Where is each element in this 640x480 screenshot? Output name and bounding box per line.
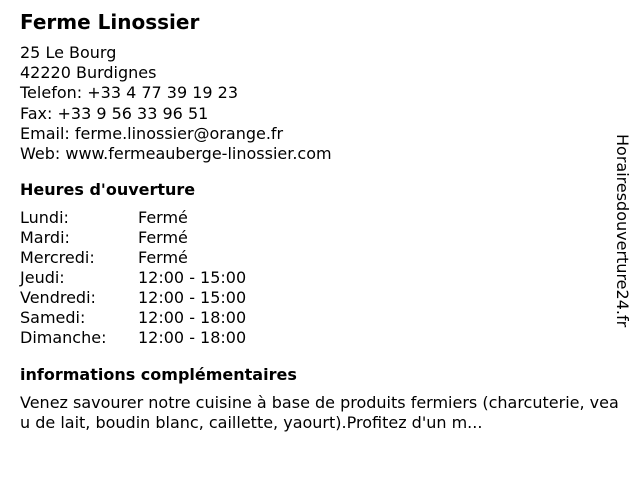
hours-time: 12:00 - 15:00 [138, 288, 247, 308]
hours-time: 12:00 - 18:00 [138, 308, 247, 328]
hours-time: 12:00 - 15:00 [138, 268, 247, 288]
business-name: Ferme Linossier [20, 10, 200, 34]
info-description: Venez savourer notre cuisine à base de produits fermiers (charcuterie, veau de lait, boudin blanc, caillette, yaourt).Profitez d'un m... [20, 393, 619, 433]
hours-time: Fermé [138, 208, 188, 228]
hours-row [20, 228, 620, 248]
hours-row [20, 208, 620, 228]
phone-number[interactable]: Telefon: +33 4 77 39 19 23 [20, 83, 239, 103]
hours-time: 12:00 - 18:00 [138, 328, 247, 348]
info-heading: informations complémentaires [20, 365, 297, 385]
hours-heading: Heures d'ouverture [20, 180, 196, 200]
contact-block [20, 43, 620, 164]
hours-day: Jeudi: [20, 268, 65, 288]
hours-row [20, 268, 620, 288]
hours-day: Dimanche: [20, 328, 107, 348]
hours-day: Mardi: [20, 228, 70, 248]
email-address[interactable]: Email: ferme.linossier@orange.fr [20, 123, 284, 143]
hours-table [20, 208, 620, 348]
hours-day: Samedi: [20, 308, 86, 328]
hours-day: Vendredi: [20, 288, 96, 308]
hours-day: Lundi: [20, 208, 69, 228]
hours-time: Fermé [138, 248, 188, 268]
hours-day: Mercredi: [20, 248, 95, 268]
hours-row [20, 248, 620, 268]
hours-row [20, 308, 620, 328]
website-link[interactable]: Web: www.fermeauberge-linossier.com [20, 144, 332, 164]
hours-row [20, 328, 620, 348]
hours-row [20, 288, 620, 308]
hours-time: Fermé [138, 228, 188, 248]
address-city: 42220 Burdignes [20, 63, 157, 83]
fax-number: Fax: +33 9 56 33 96 51 [20, 103, 209, 123]
address-street: 25 Le Bourg [20, 43, 117, 62]
site-brand-vertical[interactable]: Horairesdouverture24.fr [613, 134, 632, 328]
business-card [20, 10, 620, 433]
